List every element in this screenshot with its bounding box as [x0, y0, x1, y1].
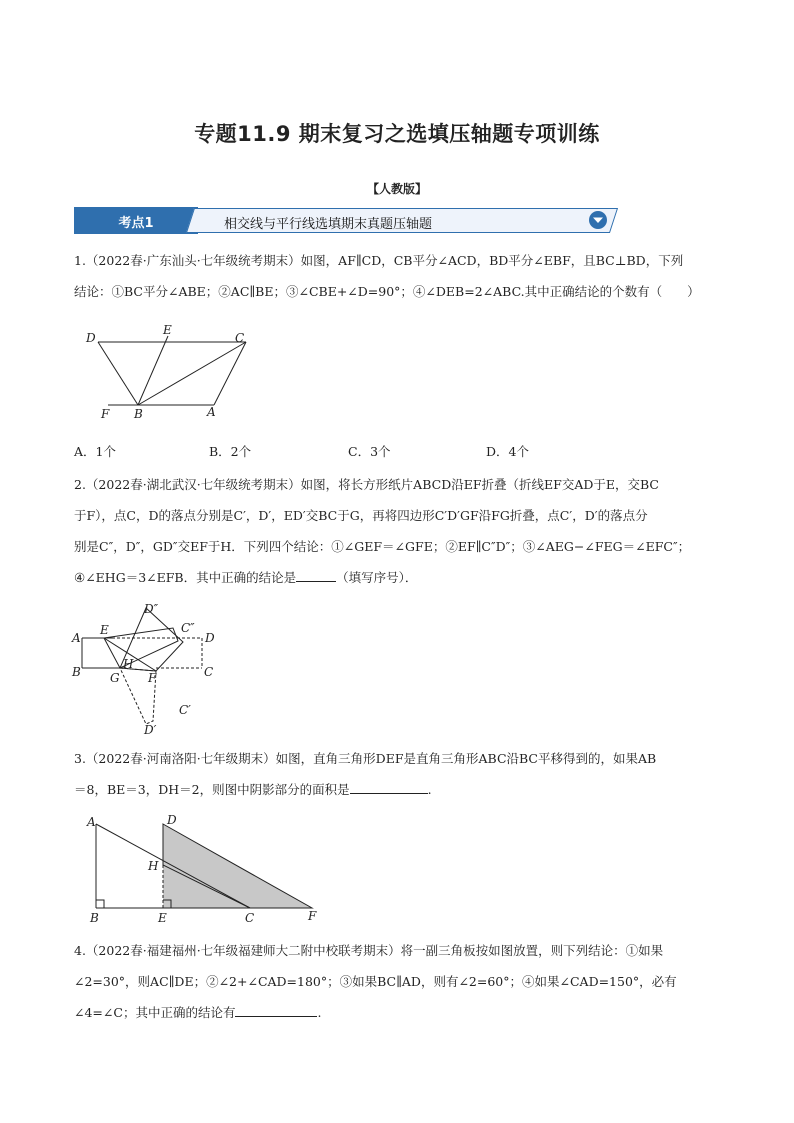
question-2-line-4: ④∠EHG＝3∠EFB．其中正确的结论是 — [74, 570, 297, 585]
section-banner — [74, 207, 614, 234]
figure-q2 — [68, 598, 228, 738]
label-H: H — [123, 657, 134, 671]
section-tag: 考点1 — [118, 216, 154, 231]
question-2-line-2: 于F），点C，D的落点分别是C′，D′，ED′交BC于G，再将四边形C′D′GF沿FG折叠，点C′，D′的落点分 — [74, 508, 648, 523]
question-4-line-3-tail: . — [317, 1005, 322, 1020]
chevron-down-circle-icon[interactable] — [588, 210, 608, 230]
label-C: C — [235, 331, 245, 345]
label-B: B — [90, 911, 99, 925]
section-title: 相交线与平行线选填期末真题压轴题 — [224, 217, 433, 232]
label-C-double-prime: C″ — [181, 621, 195, 635]
question-3-line-2: ＝8，BE＝3，DH＝2，则图中阴影部分的面积是 — [74, 782, 350, 797]
question-4-line-3: ∠4=∠C；其中正确的结论有 — [74, 1005, 236, 1020]
question-4 — [74, 935, 728, 1028]
label-D-prime: D′ — [144, 723, 157, 737]
label-A: A — [72, 631, 81, 645]
question-3-line-1: 3.（2022春·河南洛阳·七年级期末）如图，直角三角形DEF是直角三角形ABC沿BC平移得到的，如果AB — [74, 751, 657, 766]
choice-c[interactable]: C．3个 — [348, 444, 391, 459]
question-3 — [74, 743, 728, 805]
label-A: A — [87, 815, 96, 829]
label-E: E — [163, 323, 172, 337]
label-E: E — [158, 911, 167, 925]
page-title: 专题11.9 期末复习之选填压轴题专项训练 — [194, 122, 600, 146]
label-C: C — [245, 911, 255, 925]
label-E: E — [100, 623, 109, 637]
label-D-double-prime: D″ — [144, 602, 159, 616]
label-D: D — [205, 631, 215, 645]
choice-a[interactable]: A．1个 — [74, 444, 116, 459]
label-F: F — [148, 671, 157, 685]
question-2-line-4-tail: （填写序号）． — [336, 570, 418, 585]
label-F: F — [101, 407, 110, 421]
question-2-line-1: 2.（2022春·湖北武汉·七年级统考期末）如图，将长方形纸片ABCD沿EF折叠（折线EF交AD于E，交BC — [74, 477, 659, 492]
figure-q1 — [74, 322, 264, 422]
question-2-line-3: 别是C″，D″，GD″交EF于H．下列四个结论：①∠GEF＝∠GFE；②EF∥C″D″；③∠AEG−∠FEG＝∠EFC″； — [74, 539, 691, 554]
question-2 — [74, 469, 728, 593]
question-1 — [74, 245, 728, 307]
figure-q3 — [82, 810, 332, 928]
question-3-line-2-tail: . — [427, 782, 432, 797]
edition-label: 【人教版】 — [366, 182, 427, 196]
label-G: G — [110, 671, 120, 685]
label-A: A — [207, 405, 216, 419]
question-4-line-1: 4.（2022春·福建福州·七年级福建师大二附中校联考期末）将一副三角板按如图放置，则下列结论：①如果 — [74, 943, 664, 958]
label-C: C — [204, 665, 214, 679]
label-F: F — [308, 909, 317, 923]
answer-blank[interactable] — [296, 581, 336, 582]
choice-b[interactable]: B．2个 — [209, 444, 252, 459]
label-B: B — [134, 407, 143, 421]
question-4-line-2: ∠2=30°，则AC∥DE；②∠2+∠CAD=180°；③如果BC∥AD，则有∠2=60°；④如果∠CAD=150°，必有 — [74, 974, 677, 989]
answer-blank[interactable] — [350, 793, 428, 794]
label-D: D — [167, 813, 177, 827]
question-1-line-1: 1.（2022春·广东汕头·七年级统考期末）如图，AF∥CD，CB平分∠ACD，BD平分∠EBF，且BC⊥BD，下列 — [74, 253, 684, 268]
answer-blank[interactable] — [235, 1016, 317, 1017]
label-D: D — [86, 331, 96, 345]
choice-d[interactable]: D．4个 — [486, 444, 529, 459]
label-B: B — [72, 665, 81, 679]
label-H: H — [148, 859, 159, 873]
label-C-prime: C′ — [179, 703, 191, 717]
question-1-line-2: 结论：①BC平分∠ABE；②AC∥BE；③∠CBE+∠D=90°；④∠DEB=2∠ABC.其中正确结论的个数有（ ） — [74, 284, 700, 299]
